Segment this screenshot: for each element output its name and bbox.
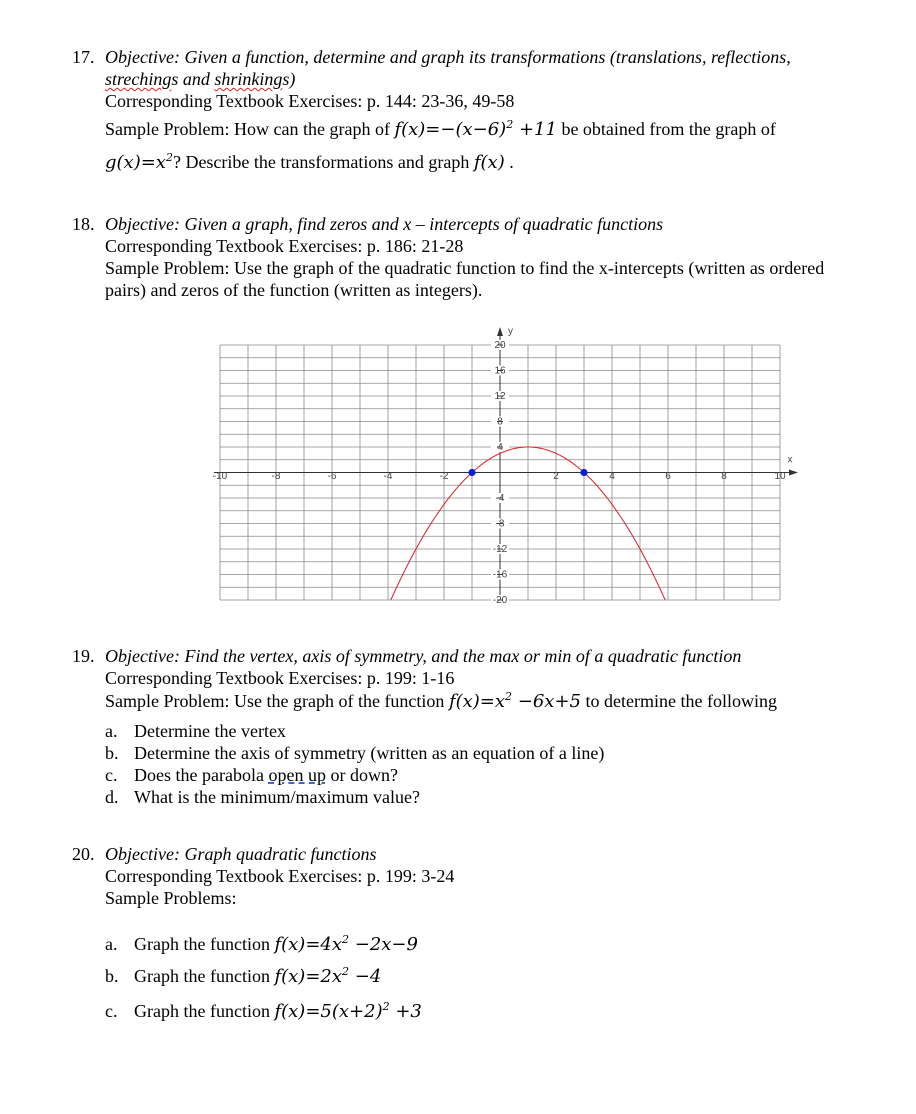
q19-item-d-label: d. (105, 787, 119, 807)
q20-exercises: Corresponding Textbook Exercises: p. 199: 3-24 (105, 866, 455, 886)
q19-item-b-label: b. (105, 743, 119, 763)
x-tick-label: -6 (327, 471, 337, 483)
parabola-graph (205, 318, 805, 608)
q18-number: 18. (72, 214, 95, 234)
q17-sample-line2 (105, 151, 514, 174)
q20-item-a-exp: 2 (342, 933, 350, 946)
q17-spell-word-2: shrinking (214, 69, 283, 89)
q20-item-b-text: Graph the function (134, 966, 270, 986)
q17-objective-and: s and (171, 69, 210, 89)
x-tick-label: 8 (721, 471, 727, 483)
y-tick-label: -8 (495, 518, 505, 530)
q17-f-tail: +11 (518, 119, 557, 140)
y-axis-label: y (508, 326, 513, 337)
y-tick-label: 4 (497, 442, 503, 454)
x-tick-label: 6 (665, 471, 671, 483)
q17-period: . (509, 152, 514, 172)
x-axis-label: x (787, 454, 793, 466)
q17-sample (105, 118, 776, 141)
q19-item-c-pre: Does the parabola (134, 765, 269, 785)
y-tick-label: -12 (492, 544, 508, 556)
x-tick-label: 2 (553, 471, 559, 483)
y-tick-label: -4 (495, 493, 505, 505)
q20-item-b-label: b. (105, 966, 119, 986)
x-tick-label: -10 (212, 471, 228, 483)
q18-sample-line1: Sample Problem: Use the graph of the quadratic function to find the x-intercepts (written as ordered (105, 258, 825, 278)
q20-item-c-exp: 2 (382, 1000, 390, 1013)
q17-g-main: g(x)=x (105, 152, 166, 173)
x-axis-arrow (789, 470, 798, 476)
q19-item-a (105, 720, 118, 742)
x-tick-label: -2 (439, 471, 449, 483)
q19-item-d (105, 786, 119, 808)
q18-objective: Objective: Given a graph, find zeros and x – intercepts of quadratic functions (105, 214, 664, 234)
q19-item-c (105, 764, 118, 786)
q20-item-a (134, 933, 418, 956)
q19-item-c-marked: open up (268, 765, 326, 785)
q20-item-c (134, 1000, 422, 1023)
q20-item-b-tail: −4 (354, 966, 382, 987)
q17-fx: f(x) (473, 152, 505, 173)
q19-item-c-label: c. (105, 765, 118, 785)
q20-item-a-label: a. (105, 934, 118, 954)
y-tick-label: 12 (494, 391, 506, 403)
q20-item-c-text: Graph the function (134, 1001, 270, 1021)
q20-item-a-expr (274, 934, 418, 955)
q17-objective-continued (105, 68, 295, 90)
q19-f-main: f(x)=x (448, 691, 506, 712)
q20-item-c-tail: +3 (395, 1001, 422, 1022)
graph-tick-labels (213, 340, 786, 606)
x-intercept-point (580, 469, 587, 476)
x-intercept-point (468, 469, 475, 476)
q19-item-c-post: or down? (325, 765, 398, 785)
q19-sample-text-2: to determine the following (585, 691, 777, 711)
q17-f-main: f(x)=−(x−6) (394, 119, 507, 140)
q19-f-tail: −6x+5 (517, 691, 581, 712)
q19-item-d-text: What is the minimum/maximum value? (134, 787, 420, 807)
q20-number: 20. (72, 844, 95, 864)
q17-sample-text-3: ? Describe the transformations and graph (172, 152, 470, 172)
q17-objective: Objective: Given a function, determine and graph its transformations (translations, reflections, (105, 47, 791, 67)
q20-item-b-f: f(x)=2x (274, 966, 343, 987)
q17-g-expression (105, 152, 173, 173)
x-tick-label: 10 (774, 471, 786, 483)
q17-f-expression (394, 119, 557, 140)
y-tick-label: -20 (492, 595, 508, 607)
q19-item-c-text (134, 764, 398, 786)
q20-item-a-f: f(x)=4x (274, 934, 343, 955)
y-tick-label: 8 (497, 416, 503, 428)
q20-item-a-text: Graph the function (134, 934, 270, 954)
q20-item-a-tail: −2x−9 (354, 934, 418, 955)
q20-objective: Objective: Graph quadratic functions (105, 844, 377, 864)
q19-sample (105, 690, 777, 713)
x-tick-label: -8 (271, 471, 281, 483)
y-tick-label: -16 (492, 569, 508, 581)
q19-number: 19. (72, 646, 95, 666)
y-tick-label: 16 (494, 365, 506, 377)
x-tick-label: 4 (609, 471, 615, 483)
q17-g-exp: 2 (165, 151, 173, 164)
q19-f-exp: 2 (505, 690, 513, 703)
q17-sample-text: Sample Problem: How can the graph of (105, 119, 390, 139)
q17-f-exp: 2 (506, 118, 514, 131)
q19-exercises: Corresponding Textbook Exercises: p. 199: 1-16 (105, 668, 455, 688)
q20-item-b-exp: 2 (342, 965, 350, 978)
q19-item-b-text: Determine the axis of symmetry (written as an equation of a line) (134, 743, 605, 763)
q20-item-b (134, 965, 381, 988)
q19-item-a-text: Determine the vertex (134, 721, 286, 741)
q19-f-expression (449, 691, 581, 712)
q17-spell-word-1: streching (105, 69, 172, 89)
q20-item-c-expr (274, 1001, 421, 1022)
q19-item-a-label: a. (105, 721, 118, 741)
q17-sample-text-2: be obtained from the graph of (561, 119, 776, 139)
y-axis-arrow (497, 327, 503, 336)
y-tick-label: 20 (494, 340, 506, 352)
q18-exercises: Corresponding Textbook Exercises: p. 186: 21-28 (105, 236, 464, 256)
x-tick-label: -4 (383, 471, 393, 483)
q19-sample-text: Sample Problem: Use the graph of the function (105, 691, 445, 711)
q20-item-c-f: f(x)=5(x+2) (274, 1001, 383, 1022)
q17-number: 17. (72, 47, 95, 67)
q20-item-b-expr (274, 966, 381, 987)
q20-item-c-label: c. (105, 1001, 118, 1021)
q18-sample-line2: pairs) and zeros of the function (written as integers). (105, 280, 483, 300)
q17-objective-end: s) (282, 69, 296, 89)
q17-exercises: Corresponding Textbook Exercises: p. 144: 23-36, 49-58 (105, 91, 515, 111)
q19-item-b (105, 742, 119, 764)
q20-sample: Sample Problems: (105, 888, 237, 908)
q19-objective: Objective: Find the vertex, axis of symmetry, and the max or min of a quadratic function (105, 646, 742, 666)
